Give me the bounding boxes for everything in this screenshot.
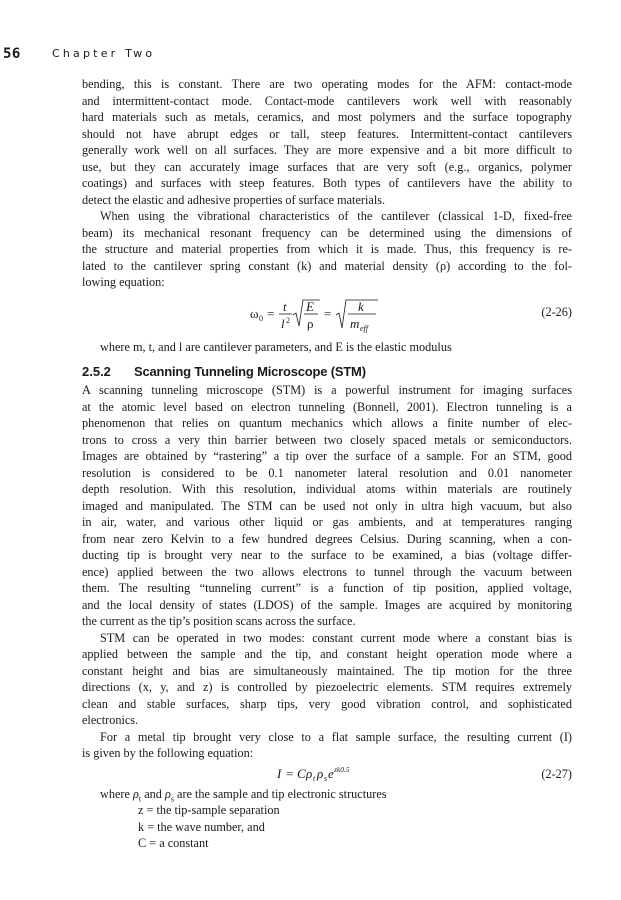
eq-omega-sub: 0 <box>259 313 263 323</box>
eq-m-sub: eff <box>360 323 368 333</box>
text-line: in air, water, and various other liquid or gas ambients, and at temperatures ranging <box>82 515 572 529</box>
text-line: constant height and bias are simultaneously maintained. The tip motion for the three <box>82 663 572 678</box>
text-line: bending, this is constant. There are two operating modes for the AFM: contact-mode <box>82 77 572 91</box>
eq2-equals: = <box>286 765 294 781</box>
text-line: A scanning tunneling microscope (STM) is a powerful instrument for imaging surfaces <box>82 383 572 397</box>
text-line: at the atomic level based on electron tunneling (Bonnell, 2001). Electron tunneling is a <box>82 399 572 414</box>
rho-symbol: ρ <box>164 786 171 801</box>
text-line: lowing equation: <box>82 275 165 289</box>
section-heading <box>82 355 572 382</box>
text-line: trons to cross a very thin barrier between two closely spaced metals or semiconductors. <box>82 432 572 447</box>
equation-2-27-definitions <box>82 786 572 852</box>
text-line: detect the elastic and adhesive properties of surface materials. <box>82 192 386 207</box>
eq2-rho-s: ρ <box>317 765 324 781</box>
definition-c: C = a constant <box>138 836 209 850</box>
rho-subscript: s <box>170 793 174 802</box>
text-line: is given by the following equation: <box>82 746 254 760</box>
equation-2-27-formula <box>82 762 572 786</box>
where-and: and <box>141 786 165 801</box>
text-line: Images are obtained by “rastering” a tip over the surface of a sample. For an STM, good <box>82 449 572 463</box>
equation-number: (2-27) <box>541 766 572 781</box>
text-line: ducting tip is brought very near to the surface to be examined, a bias (voltage differ- <box>82 548 572 562</box>
eq-equals: = <box>267 305 275 321</box>
text-line: When using the vibrational characteristics of the cantilever (classical 1-D, fixed-free <box>100 209 572 223</box>
text-line: directions (x, y, and z) is controlled by piezoelectric elements. STM requires extremely <box>82 680 572 694</box>
definition-k: k = the wave number, and <box>138 819 265 834</box>
eq2-e: e <box>328 765 334 781</box>
eq-t: t <box>283 298 287 314</box>
body-text <box>82 76 572 852</box>
text-line: lated to the cantilever spring constant (k) and material density (ρ) according to the fol- <box>82 258 572 273</box>
section-number: 2.5.2 <box>82 364 111 379</box>
text-line <box>82 786 572 803</box>
eq2-C: C <box>297 765 306 781</box>
paragraph-resonant-frequency <box>82 208 572 291</box>
eq-l-exp: 2 <box>286 315 290 325</box>
text-line: ence) applied between the two allows electrons to tunnel through the vacuum between <box>82 564 572 579</box>
text-line: For a metal tip brought very close to a flat sample surface, the resulting current (I) <box>100 729 572 744</box>
rho-subscript: t <box>138 793 142 802</box>
eq-E: E <box>306 298 314 314</box>
text-line: imaged and manipulated. The STM can be used not only in ultra high vacuum, but also <box>82 498 572 513</box>
equation-2-26 <box>82 291 572 339</box>
rho-symbol: ρ <box>133 786 139 801</box>
eq2-I: I <box>277 765 282 781</box>
eq-rho: ρ <box>307 315 314 331</box>
text-line: generally work well on all surfaces. They are more expensive and a bit more difficult to <box>82 143 572 157</box>
text-line: resolution is considered to be 0.1 nanometer lateral resolution and 0.01 nanometer <box>82 465 572 480</box>
text-line: beam) its mechanical resonant frequency can be determined using the dimensions of <box>82 225 572 240</box>
eq-omega: ω <box>250 305 259 321</box>
eq2-rho-s-sub: s <box>324 773 328 783</box>
eq2-exponent: zk0.5 <box>334 764 350 774</box>
text-line: should not have abrupt edges or tall, steep features. Intermittent-contact cantilevers <box>82 126 572 141</box>
paragraph-stm-modes <box>82 630 572 729</box>
definition-z: z = the tip-sample separation <box>138 803 280 817</box>
chapter-label: Chapter Two <box>52 47 156 60</box>
eq2-rho-t: ρ <box>306 765 313 781</box>
text-line: from near zero Kelvin to a few hundred degrees Celsius. During scanning, when a con- <box>82 531 572 546</box>
equation-2-27 <box>82 762 572 786</box>
page-number: 56 <box>3 46 21 62</box>
eq-m: m <box>350 315 360 331</box>
text-line: the structure and material properties from which it is made. Thus, this frequency is re- <box>82 242 572 256</box>
text-line: applied between the sample and the tip, and constant height operation mode where a <box>82 647 572 661</box>
text-line: hard materials such as metals, ceramics, and most polymers and the surface topography <box>82 110 572 124</box>
text-line: and the local density of states (LDOS) of the sample. Images are acquired by monitoring <box>82 597 572 612</box>
eq-l: l <box>281 315 285 331</box>
where-intro: where <box>100 786 133 801</box>
text-line: them. The resulting “tunneling current” is a function of tip position, applied voltage, <box>82 581 572 595</box>
eq2-rho-t-sub: t <box>313 773 316 783</box>
text-line: coatings) and surfaces with steep features. Both types of cantilevers have the ability to <box>82 176 572 190</box>
eq-k: k <box>358 298 364 314</box>
text-line: the current as the tip’s position scans across the surface. <box>82 614 356 628</box>
text-line: STM can be operated in two modes: constant current mode where a constant bias is <box>100 630 572 645</box>
equation-2-26-formula <box>82 291 572 339</box>
equation-number: (2-26) <box>541 304 572 319</box>
paragraph-afm-modes <box>82 76 572 208</box>
text-line: and intermittent-contact mode. Contact-mode cantilevers work well with reasonably <box>82 93 572 108</box>
text-line: clean and stable surfaces, sharp tips, very good vibration control, and sophisticated <box>82 696 572 711</box>
text-line: phenomenon that relies on quantum mechanics which allows a finite number of elec- <box>82 416 572 430</box>
text-line: electronics. <box>82 713 139 727</box>
eq-equals-2: = <box>324 305 332 321</box>
where-tail: are the sample and tip electronic structures <box>173 786 387 801</box>
text-line: depth resolution. With this resolution, individual atoms within materials are routinely <box>82 482 572 496</box>
section-title: Scanning Tunneling Microscope (STM) <box>134 364 366 379</box>
text-line: use, but they can accurately image surfaces that are very soft (e.g., organics, polymer <box>82 159 572 174</box>
paragraph-tunneling-current <box>82 729 572 762</box>
paragraph-stm-intro <box>82 382 572 630</box>
equation-definitions: where m, t, and l are cantilever parameters, and E is the elastic modulus <box>100 339 452 354</box>
